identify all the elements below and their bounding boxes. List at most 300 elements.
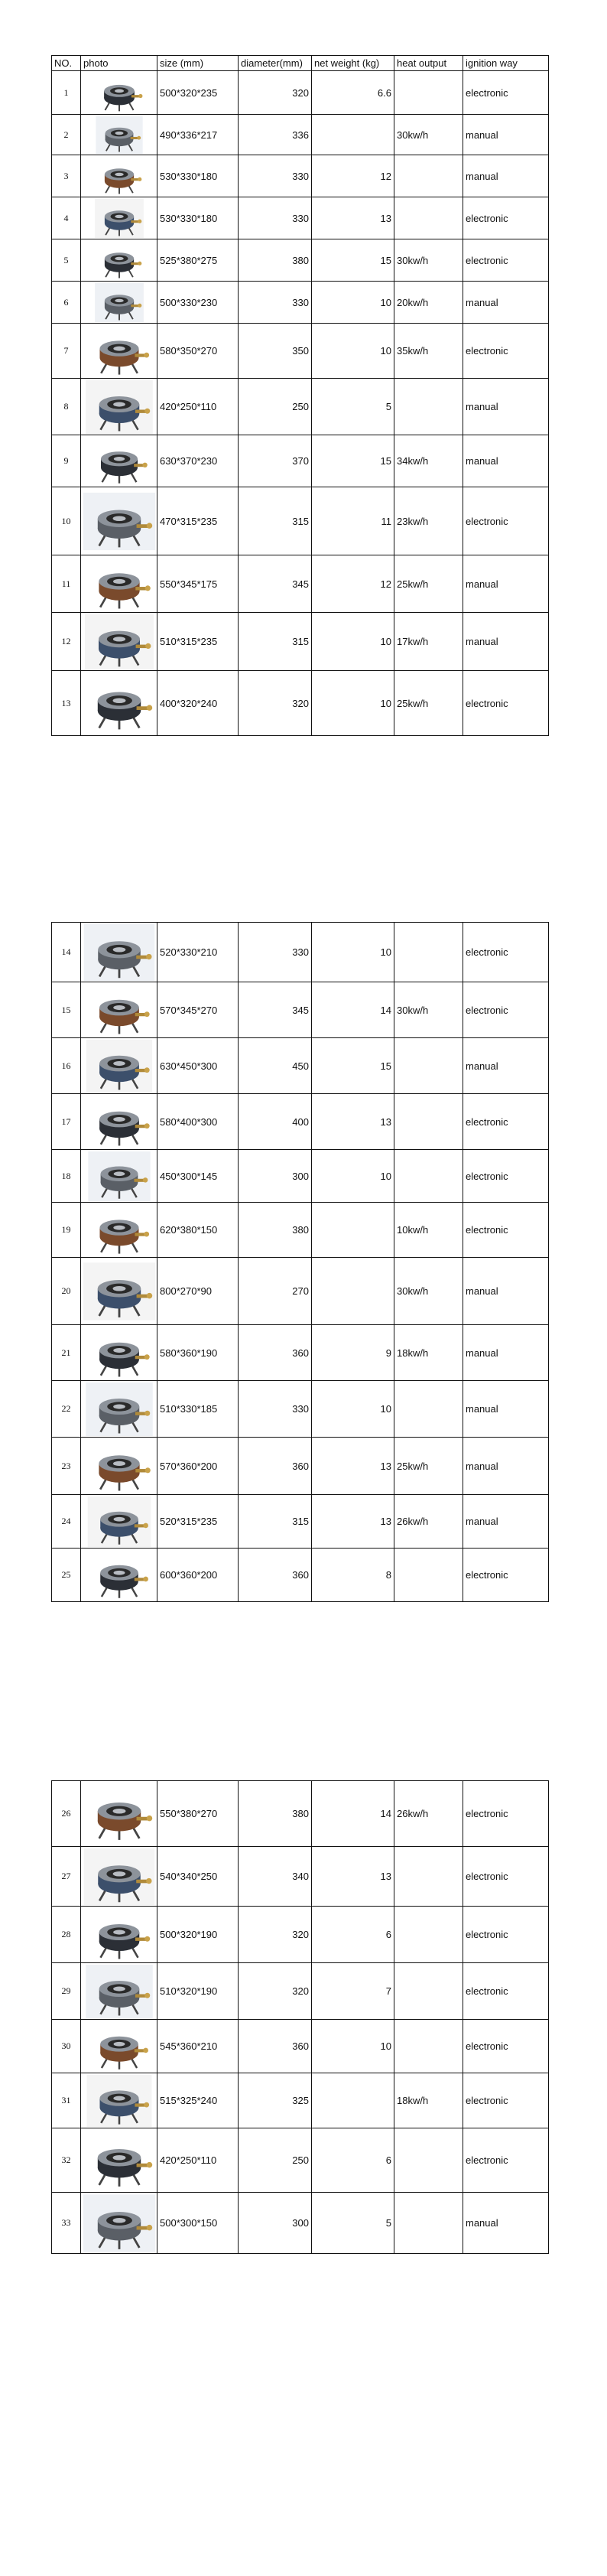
- table-row: [52, 613, 549, 671]
- heat-cell: 26kw/h: [394, 1495, 463, 1549]
- table-row: [52, 115, 549, 155]
- weight-cell: 13: [312, 1495, 394, 1549]
- heat-cell: 25kw/h: [394, 671, 463, 736]
- photo-cell: [81, 555, 157, 613]
- heat-cell: [394, 197, 463, 239]
- no-cell: 23: [52, 1438, 81, 1495]
- no-cell: 16: [52, 1038, 81, 1094]
- no-cell: 25: [52, 1549, 81, 1602]
- photo-cell: [81, 1963, 157, 2020]
- size-cell: 525*380*275: [157, 239, 239, 282]
- ignition-cell: electronic: [463, 2073, 549, 2128]
- ignition-cell: electronic: [463, 1150, 549, 1203]
- size-cell: 490*336*217: [157, 115, 239, 155]
- header-row: [52, 56, 549, 71]
- photo-cell: [81, 1150, 157, 1203]
- diameter-cell: 315: [239, 1495, 312, 1549]
- ignition-cell: manual: [463, 2193, 549, 2254]
- ignition-cell: electronic: [463, 71, 549, 115]
- table-row: [52, 155, 549, 197]
- weight-cell: 15: [312, 239, 394, 282]
- size-cell: 510*315*235: [157, 613, 239, 671]
- photo-cell: [81, 379, 157, 435]
- photo-cell: [81, 435, 157, 487]
- no-cell: 5: [52, 239, 81, 282]
- photo-cell: [81, 197, 157, 239]
- heat-cell: 23kw/h: [394, 487, 463, 555]
- no-cell: 26: [52, 1781, 81, 1847]
- ignition-cell: electronic: [463, 671, 549, 736]
- stove-burner-photo: [83, 2075, 155, 2127]
- size-cell: 420*250*110: [157, 2128, 239, 2193]
- size-cell: 530*330*180: [157, 155, 239, 197]
- no-cell: 6: [52, 282, 81, 324]
- weight-cell: 5: [312, 379, 394, 435]
- diameter-cell: 300: [239, 2193, 312, 2254]
- diameter-cell: 345: [239, 982, 312, 1038]
- heat-cell: 25kw/h: [394, 1438, 463, 1495]
- heat-cell: 34kw/h: [394, 435, 463, 487]
- size-cell: 550*380*270: [157, 1781, 239, 1847]
- weight-cell: 7: [312, 1963, 394, 2020]
- weight-cell: [312, 2073, 394, 2128]
- ignition-cell: manual: [463, 1495, 549, 1549]
- size-cell: 500*320*190: [157, 1907, 239, 1963]
- weight-cell: 10: [312, 1150, 394, 1203]
- photo-cell: [81, 2193, 157, 2254]
- no-cell: 11: [52, 555, 81, 613]
- ignition-cell: manual: [463, 1381, 549, 1438]
- stove-burner-photo: [83, 2021, 155, 2072]
- size-cell: 510*330*185: [157, 1381, 239, 1438]
- size-cell: 400*320*240: [157, 671, 239, 736]
- table-row: [52, 671, 549, 736]
- weight-cell: 13: [312, 1438, 394, 1495]
- stove-burner-photo: [83, 672, 155, 734]
- photo-cell: [81, 1038, 157, 1094]
- diameter-cell: 380: [239, 1203, 312, 1258]
- no-cell: 10: [52, 487, 81, 555]
- ignition-cell: electronic: [463, 239, 549, 282]
- stove-burner-photo: [83, 116, 155, 154]
- weight-cell: 5: [312, 2193, 394, 2254]
- table-row: [52, 1847, 549, 1907]
- photo-cell: [81, 282, 157, 324]
- no-cell: 22: [52, 1381, 81, 1438]
- table-row: [52, 1549, 549, 1602]
- table-row: [52, 2073, 549, 2128]
- weight-cell: 10: [312, 1381, 394, 1438]
- heat-cell: 30kw/h: [394, 1258, 463, 1325]
- size-cell: 520*315*235: [157, 1495, 239, 1549]
- table-row: [52, 1325, 549, 1381]
- table-row: [52, 1438, 549, 1495]
- diameter-cell: 450: [239, 1038, 312, 1094]
- photo-cell: [81, 1203, 157, 1258]
- size-cell: 520*330*210: [157, 923, 239, 982]
- photo-cell: [81, 1781, 157, 1847]
- diameter-cell: 250: [239, 2128, 312, 2193]
- weight-cell: 10: [312, 282, 394, 324]
- photo-cell: [81, 487, 157, 555]
- ignition-cell: manual: [463, 435, 549, 487]
- ignition-cell: manual: [463, 115, 549, 155]
- weight-cell: 13: [312, 1094, 394, 1150]
- diameter-cell: 336: [239, 115, 312, 155]
- photo-cell: [81, 115, 157, 155]
- table-row: [52, 239, 549, 282]
- no-cell: 32: [52, 2128, 81, 2193]
- stove-burner-photo: [83, 1327, 155, 1379]
- table-row: [52, 2020, 549, 2073]
- no-cell: 2: [52, 115, 81, 155]
- table-row: [52, 1781, 549, 1847]
- heat-cell: [394, 155, 463, 197]
- weight-cell: 10: [312, 671, 394, 736]
- size-cell: 500*330*230: [157, 282, 239, 324]
- photo-cell: [81, 1549, 157, 1602]
- table-row: [52, 1495, 549, 1549]
- size-cell: 570*345*270: [157, 982, 239, 1038]
- heat-cell: [394, 1549, 463, 1602]
- photo-cell: [81, 613, 157, 671]
- ignition-cell: manual: [463, 613, 549, 671]
- size-cell: 500*300*150: [157, 2193, 239, 2254]
- stove-burner-photo: [83, 557, 155, 611]
- ignition-cell: electronic: [463, 1907, 549, 1963]
- diameter-cell: 325: [239, 2073, 312, 2128]
- stove-burner-photo: [83, 614, 155, 669]
- ignition-cell: manual: [463, 282, 549, 324]
- table-row: [52, 1203, 549, 1258]
- ignition-cell: manual: [463, 555, 549, 613]
- weight-cell: 10: [312, 923, 394, 982]
- no-cell: 33: [52, 2193, 81, 2254]
- heat-cell: [394, 2020, 463, 2073]
- size-cell: 515*325*240: [157, 2073, 239, 2128]
- heat-cell: [394, 1381, 463, 1438]
- heat-cell: 10kw/h: [394, 1203, 463, 1258]
- spec-table-3: [51, 1780, 549, 2254]
- heat-cell: [394, 2193, 463, 2254]
- size-cell: 550*345*175: [157, 555, 239, 613]
- heat-cell: [394, 71, 463, 115]
- size-cell: 510*320*190: [157, 1963, 239, 2020]
- header-photo: photo: [81, 56, 157, 71]
- table-row: [52, 487, 549, 555]
- size-cell: 630*370*230: [157, 435, 239, 487]
- weight-cell: 13: [312, 197, 394, 239]
- photo-cell: [81, 671, 157, 736]
- stove-burner-photo: [83, 1550, 155, 1601]
- stove-burner-photo: [83, 1439, 155, 1493]
- ignition-cell: manual: [463, 1325, 549, 1381]
- table-row: [52, 982, 549, 1038]
- stove-burner-photo: [83, 157, 155, 196]
- heat-cell: 35kw/h: [394, 324, 463, 379]
- weight-cell: 10: [312, 324, 394, 379]
- photo-cell: [81, 71, 157, 115]
- ignition-cell: electronic: [463, 197, 549, 239]
- heat-cell: 30kw/h: [394, 115, 463, 155]
- stove-burner-photo: [83, 2194, 155, 2252]
- weight-cell: 12: [312, 555, 394, 613]
- no-cell: 13: [52, 671, 81, 736]
- stove-burner-photo: [83, 1382, 155, 1436]
- no-cell: 27: [52, 1847, 81, 1907]
- no-cell: 21: [52, 1325, 81, 1381]
- diameter-cell: 330: [239, 197, 312, 239]
- size-cell: 530*330*180: [157, 197, 239, 239]
- diameter-cell: 350: [239, 324, 312, 379]
- diameter-cell: 270: [239, 1258, 312, 1325]
- ignition-cell: manual: [463, 379, 549, 435]
- stove-burner-photo: [83, 1096, 155, 1148]
- no-cell: 3: [52, 155, 81, 197]
- stove-burner-photo: [83, 1040, 155, 1093]
- weight-cell: 6: [312, 2128, 394, 2193]
- weight-cell: 9: [312, 1325, 394, 1381]
- diameter-cell: 370: [239, 435, 312, 487]
- photo-cell: [81, 2128, 157, 2193]
- no-cell: 7: [52, 324, 81, 379]
- photo-cell: [81, 324, 157, 379]
- ignition-cell: manual: [463, 155, 549, 197]
- diameter-cell: 360: [239, 1549, 312, 1602]
- diameter-cell: 380: [239, 1781, 312, 1847]
- ignition-cell: electronic: [463, 1203, 549, 1258]
- table-row: [52, 1907, 549, 1963]
- heat-cell: [394, 1038, 463, 1094]
- no-cell: 1: [52, 71, 81, 115]
- diameter-cell: 315: [239, 487, 312, 555]
- photo-cell: [81, 1495, 157, 1549]
- table-row: [52, 1963, 549, 2020]
- photo-cell: [81, 1438, 157, 1495]
- spec-table-1: [51, 55, 549, 736]
- no-cell: 15: [52, 982, 81, 1038]
- table-row: [52, 435, 549, 487]
- diameter-cell: 360: [239, 1438, 312, 1495]
- size-cell: 600*360*200: [157, 1549, 239, 1602]
- no-cell: 8: [52, 379, 81, 435]
- heat-cell: 30kw/h: [394, 239, 463, 282]
- weight-cell: 14: [312, 982, 394, 1038]
- stove-burner-photo: [83, 325, 155, 377]
- photo-cell: [81, 982, 157, 1038]
- ignition-cell: electronic: [463, 487, 549, 555]
- stove-burner-photo: [83, 1908, 155, 1962]
- stove-burner-photo: [83, 437, 155, 486]
- stove-burner-photo: [83, 1783, 155, 1845]
- stove-burner-photo: [83, 199, 155, 238]
- size-cell: 500*320*235: [157, 71, 239, 115]
- table-body: [52, 1781, 549, 2254]
- stove-burner-photo: [83, 1151, 155, 1201]
- ignition-cell: electronic: [463, 2020, 549, 2073]
- stove-burner-photo: [83, 1204, 155, 1256]
- table-row: [52, 2193, 549, 2254]
- no-cell: 4: [52, 197, 81, 239]
- photo-cell: [81, 1325, 157, 1381]
- ignition-cell: electronic: [463, 1847, 549, 1907]
- diameter-cell: 345: [239, 555, 312, 613]
- size-cell: 450*300*145: [157, 1150, 239, 1203]
- weight-cell: 6: [312, 1907, 394, 1963]
- table-row: [52, 324, 549, 379]
- header-size: size (mm): [157, 56, 239, 71]
- heat-cell: [394, 923, 463, 982]
- table-row: [52, 1094, 549, 1150]
- table-row: [52, 2128, 549, 2193]
- stove-burner-photo: [83, 1848, 155, 1905]
- size-cell: 540*340*250: [157, 1847, 239, 1907]
- weight-cell: 15: [312, 435, 394, 487]
- diameter-cell: 330: [239, 282, 312, 324]
- diameter-cell: 380: [239, 239, 312, 282]
- no-cell: 29: [52, 1963, 81, 2020]
- heat-cell: [394, 1963, 463, 2020]
- weight-cell: 11: [312, 487, 394, 555]
- table-row: [52, 923, 549, 982]
- no-cell: 12: [52, 613, 81, 671]
- photo-cell: [81, 2073, 157, 2128]
- header-ignition: ignition way: [463, 56, 549, 71]
- ignition-cell: manual: [463, 1258, 549, 1325]
- heat-cell: [394, 379, 463, 435]
- ignition-cell: electronic: [463, 982, 549, 1038]
- no-cell: 30: [52, 2020, 81, 2073]
- ignition-cell: electronic: [463, 324, 549, 379]
- heat-cell: [394, 1847, 463, 1907]
- stove-burner-photo: [83, 380, 155, 434]
- header-no: NO.: [52, 56, 81, 71]
- heat-cell: 18kw/h: [394, 1325, 463, 1381]
- ignition-cell: electronic: [463, 1781, 549, 1847]
- size-cell: 420*250*110: [157, 379, 239, 435]
- stove-burner-photo: [83, 241, 155, 280]
- heat-cell: 25kw/h: [394, 555, 463, 613]
- heat-cell: 30kw/h: [394, 982, 463, 1038]
- diameter-cell: 320: [239, 671, 312, 736]
- heat-cell: [394, 1150, 463, 1203]
- table-row: [52, 1381, 549, 1438]
- header-heat: heat output: [394, 56, 463, 71]
- ignition-cell: electronic: [463, 2128, 549, 2193]
- stove-burner-photo: [83, 1965, 155, 2018]
- ignition-cell: electronic: [463, 1549, 549, 1602]
- stove-burner-photo: [83, 1496, 155, 1547]
- photo-cell: [81, 2020, 157, 2073]
- stove-burner-photo: [83, 73, 155, 113]
- diameter-cell: 320: [239, 1907, 312, 1963]
- diameter-cell: 360: [239, 2020, 312, 2073]
- weight-cell: 14: [312, 1781, 394, 1847]
- stove-burner-photo: [83, 283, 155, 322]
- photo-cell: [81, 155, 157, 197]
- heat-cell: [394, 1907, 463, 1963]
- heat-cell: 17kw/h: [394, 613, 463, 671]
- ignition-cell: electronic: [463, 1963, 549, 2020]
- heat-cell: [394, 1094, 463, 1150]
- header-diameter: diameter(mm): [239, 56, 312, 71]
- photo-cell: [81, 1847, 157, 1907]
- photo-cell: [81, 923, 157, 982]
- no-cell: 31: [52, 2073, 81, 2128]
- diameter-cell: 320: [239, 1963, 312, 2020]
- diameter-cell: 300: [239, 1150, 312, 1203]
- weight-cell: 10: [312, 613, 394, 671]
- photo-cell: [81, 1907, 157, 1963]
- photo-cell: [81, 239, 157, 282]
- size-cell: 620*380*150: [157, 1203, 239, 1258]
- no-cell: 17: [52, 1094, 81, 1150]
- weight-cell: 15: [312, 1038, 394, 1094]
- table-body: [52, 923, 549, 1602]
- weight-cell: [312, 115, 394, 155]
- no-cell: 18: [52, 1150, 81, 1203]
- weight-cell: 8: [312, 1549, 394, 1602]
- stove-burner-photo: [83, 1259, 155, 1324]
- heat-cell: 20kw/h: [394, 282, 463, 324]
- size-cell: 800*270*90: [157, 1258, 239, 1325]
- diameter-cell: 330: [239, 1381, 312, 1438]
- table-row: [52, 1258, 549, 1325]
- no-cell: 28: [52, 1907, 81, 1963]
- size-cell: 570*360*200: [157, 1438, 239, 1495]
- heat-cell: 18kw/h: [394, 2073, 463, 2128]
- diameter-cell: 360: [239, 1325, 312, 1381]
- heat-cell: 26kw/h: [394, 1781, 463, 1847]
- diameter-cell: 340: [239, 1847, 312, 1907]
- table-body: [52, 71, 549, 736]
- table-row: [52, 197, 549, 239]
- no-cell: 9: [52, 435, 81, 487]
- stove-burner-photo: [83, 2130, 155, 2191]
- stove-burner-photo: [83, 984, 155, 1037]
- weight-cell: 6.6: [312, 71, 394, 115]
- size-cell: 470*315*235: [157, 487, 239, 555]
- size-cell: 545*360*210: [157, 2020, 239, 2073]
- ignition-cell: electronic: [463, 923, 549, 982]
- photo-cell: [81, 1258, 157, 1325]
- weight-cell: 12: [312, 155, 394, 197]
- ignition-cell: electronic: [463, 1094, 549, 1150]
- table-row: [52, 1038, 549, 1094]
- table-row: [52, 282, 549, 324]
- weight-cell: [312, 1203, 394, 1258]
- spec-table-2: [51, 922, 549, 1602]
- no-cell: 24: [52, 1495, 81, 1549]
- weight-cell: 10: [312, 2020, 394, 2073]
- diameter-cell: 400: [239, 1094, 312, 1150]
- diameter-cell: 315: [239, 613, 312, 671]
- no-cell: 14: [52, 923, 81, 982]
- heat-cell: [394, 2128, 463, 2193]
- stove-burner-photo: [83, 489, 155, 554]
- no-cell: 19: [52, 1203, 81, 1258]
- size-cell: 580*360*190: [157, 1325, 239, 1381]
- size-cell: 630*450*300: [157, 1038, 239, 1094]
- size-cell: 580*400*300: [157, 1094, 239, 1150]
- weight-cell: 13: [312, 1847, 394, 1907]
- table-row: [52, 379, 549, 435]
- header-weight: net weight (kg): [312, 56, 394, 71]
- photo-cell: [81, 1381, 157, 1438]
- size-cell: 580*350*270: [157, 324, 239, 379]
- table-row: [52, 71, 549, 115]
- diameter-cell: 320: [239, 71, 312, 115]
